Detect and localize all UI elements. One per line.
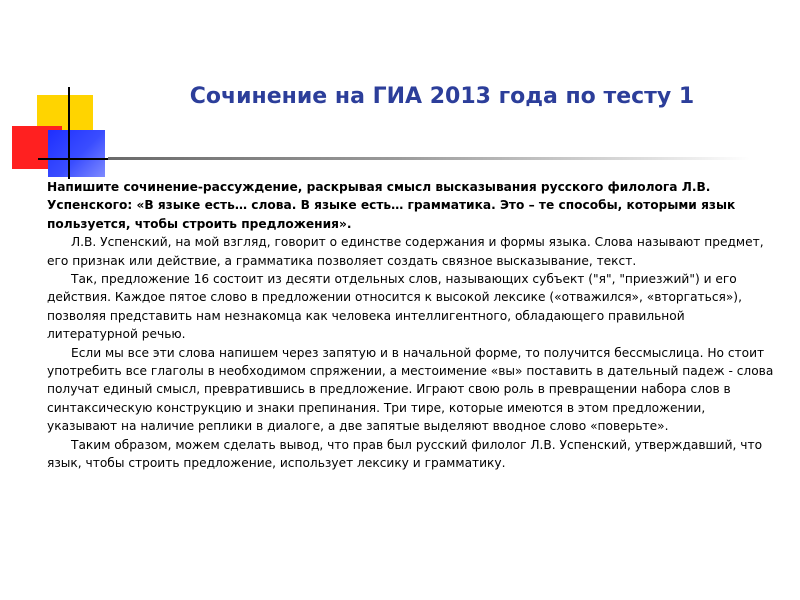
decor-horizontal-line bbox=[38, 158, 110, 160]
decor-blue-square bbox=[48, 130, 105, 177]
essay-task: Напишите сочинение-рассуждение, раскрывая смысл высказывания русского филолога Л.В. Успенского: «В языке есть… слова. В языке есть… грамматика. Это – те способы, которыми язык пользуется, чтобы строить предложения». bbox=[47, 180, 736, 231]
title-underline bbox=[108, 157, 750, 160]
slide-content bbox=[47, 178, 777, 473]
essay-paragraph-4: Таким образом, можем сделать вывод, что прав был русский филолог Л.В. Успенский, утверждавший, что язык, чтобы строить предложение, использует лексику и грамматику. bbox=[47, 437, 763, 471]
slide-title: Сочинение на ГИА 2013 года по тесту 1 bbox=[189, 84, 695, 109]
essay-paragraph-3: Если мы все эти слова напишем через запятую и в начальной форме, то получится бессмыслица. Но стоит употребить все глаголы в необходимом спряжении, а местоимение «вы» поставить в дательный падеж - слова получат единый смысл, превратившись в предложение. Играют свою роль в превращении набора слов в синтаксическую конструкцию и знаки препинания. Три тире, которые имеются в этом предложении, указывают на наличие реплики в диалоге, а две запятые выделяют вводное слово «поверьте». bbox=[47, 345, 774, 434]
essay-paragraph-2: Так, предложение 16 состоит из десяти отдельных слов, называющих субъект ("я", "приезжий") и его действия. Каждое пятое слово в предложении относится к высокой лексике («отважился», «вторгаться»), позволяя представить нам незнакомца как человека интеллигентного, обладающего правильной литературной речью. bbox=[47, 272, 742, 342]
decor-vertical-line bbox=[68, 87, 70, 179]
essay-paragraph-1: Л.В. Успенский, на мой взгляд, говорит о единстве содержания и формы языка. Слова называют предмет, его признак или действие, а грамматика позволяет создать связное высказывание, текст. bbox=[47, 235, 764, 268]
